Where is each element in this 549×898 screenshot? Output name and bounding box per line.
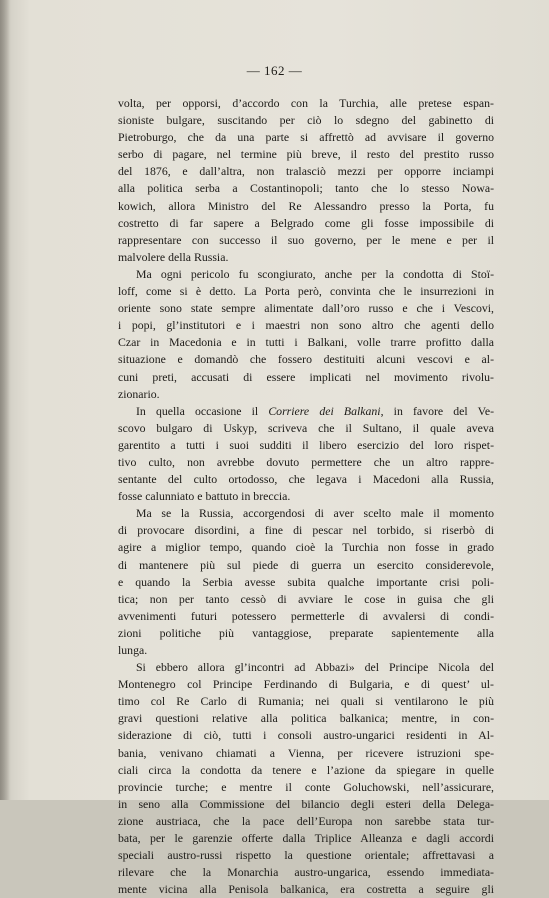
text-line [118, 403, 494, 420]
text-line: Ma ogni pericolo fu scongiurato, anche per la condotta di Stoï- [136, 266, 494, 281]
text-line: rappresentare con successo il suo governo, per le mene e per il [118, 232, 494, 247]
text-line: avvenimenti futuri potessero permetterle di avvalersi di condi- [118, 608, 494, 623]
paragraph-3 [118, 403, 494, 506]
text-line: zionario. [118, 386, 160, 401]
text-line: di provocare disordini, a fine di pescar nel torbido, si riserbò di [118, 523, 494, 538]
text-line: scovo bulgaro di Uskyp, scriveva che il Sultano, il quale aveva [118, 420, 494, 435]
text-line: tica; non per tanto cessò di avviare le cose in guisa che gli [118, 591, 494, 606]
body-text [118, 95, 494, 898]
text-line: lunga. [118, 643, 148, 657]
text-line: gravi questioni relative alla politica balkanica; mentre, in con- [118, 711, 494, 726]
text-line: speciali austro-russi rispetto la questione orientale; affrettavasi a [118, 848, 494, 863]
text-line: timo col Re Carlo di Rumania; nei quali si ventilarono le più [118, 694, 494, 709]
text-line: Pietroburgo, che da una parte si affrettò ad avvisare il governo [118, 130, 494, 145]
text-line: sioniste bulgare, suscitando per ciò lo sdegno del gabinetto di [118, 113, 494, 128]
text-line: bata, per le garenzie offerte dalla Triplice Alleanza e dagli accordi [118, 831, 494, 846]
text-line: zioni politiche più vantaggiose, preparate sapientemente alla [118, 625, 494, 640]
paragraph-2 [118, 266, 494, 403]
text-line: bania, venivano chiamati a Vienna, per ricevere istruzioni spe- [118, 745, 494, 760]
text-line: malvolere della Russia. [118, 249, 229, 264]
binding-shadow [0, 0, 10, 800]
text-line: zione austriaca, che la pace dell’Europa non sarebbe stata tur- [118, 813, 494, 828]
text-line: rilevare che la Monarchia austro-ungarica, essendo immediata- [118, 865, 494, 880]
text-line: del 1876, e dall’altra, non tralasciò mezzi per opporre inciampi [118, 164, 494, 179]
paragraph-4 [118, 505, 494, 659]
paragraph-5 [118, 659, 494, 898]
text-line: provincie turche; e mentre il conte Goluchowski, nell’assicurare, [118, 779, 494, 794]
text-line: in seno alla Commissione del bilancio degli esteri della Delega- [118, 796, 494, 811]
text-line: Si ebbero allora gl’incontri ad Abbazi» del Principe Nicola del [136, 660, 494, 675]
newspaper-title: Corriere dei Balkani [268, 403, 381, 418]
paragraph-1 [118, 95, 494, 266]
page-number: — 162 — [246, 63, 303, 78]
text-line: Ma se la Russia, accorgendosi di aver scelto male il momento [136, 506, 494, 521]
text-line: tivo culto, non avrebbe dovuto permettere che un altro rappre- [118, 454, 494, 469]
text-fragment: In quella occasione il [136, 403, 269, 418]
text-line: loff, come si è detto. La Porta però, convinta che le insurrezioni in [118, 284, 494, 299]
text-line: oriente sono state sempre alimentate dall’oro russo e che i Vescovi, [118, 301, 494, 316]
text-line: ciali circa la condotta da tenere e l’azione da spiegare in quelle [118, 762, 494, 777]
text-line: fosse calunniato e battuto in breccia. [118, 489, 291, 504]
text-line: e quando la Serbia avesse subita qualche importante crisi poli- [118, 574, 494, 589]
text-line: alla politica serba a Costantinopoli; tanto che lo stesso Nowa- [118, 181, 494, 196]
text-line: mente vicina alla Penisola balkanica, era costretta a seguire gli [118, 882, 494, 897]
text-line: kowich, allora Ministro del Re Alessandro presso la Porta, fu [118, 198, 494, 213]
text-line: garentito a tutti i suoi sudditi il libero esercizio del loro rispet- [118, 437, 494, 452]
text-line: sentante del culto ortodosso, che legava i Macedoni alla Russia, [118, 472, 494, 487]
text-line: agire a miglior tempo, quando cioè la Turchia non fosse in grado [118, 540, 494, 555]
text-line: situazione e domandò che fossero destituiti alcuni vescovi e al- [118, 352, 494, 367]
text-fragment: , in favore del Ve- [380, 403, 495, 418]
text-line: di mantenere più sul piede di guerra un esercito considerevole, [118, 557, 494, 572]
text-line: costretto di far sapere a Belgrado come gli fosse impossibile di [118, 215, 494, 230]
text-line: cuni preti, accusati di essere implicati nel movimento rivolu- [118, 369, 494, 384]
text-line: Montenegro col Principe Ferdinando di Bulgaria, e di quest’ ul- [118, 677, 494, 692]
text-line: Czar in Macedonia e in tutti i Balkani, volle trarre profitto dalla [118, 335, 494, 350]
text-line: volta, per opporsi, d’accordo con la Turchia, alle pretese espan- [118, 96, 494, 110]
text-line: siderazione di ciò, tutti i consoli austro-ungarici residenti in Al- [118, 728, 494, 743]
text-line: i popi, gl’institutori e i maestri non sono altro che agenti dello [118, 318, 494, 333]
text-line: serbo di pagare, nel termine più breve, il resto del prestito russo [118, 147, 494, 162]
